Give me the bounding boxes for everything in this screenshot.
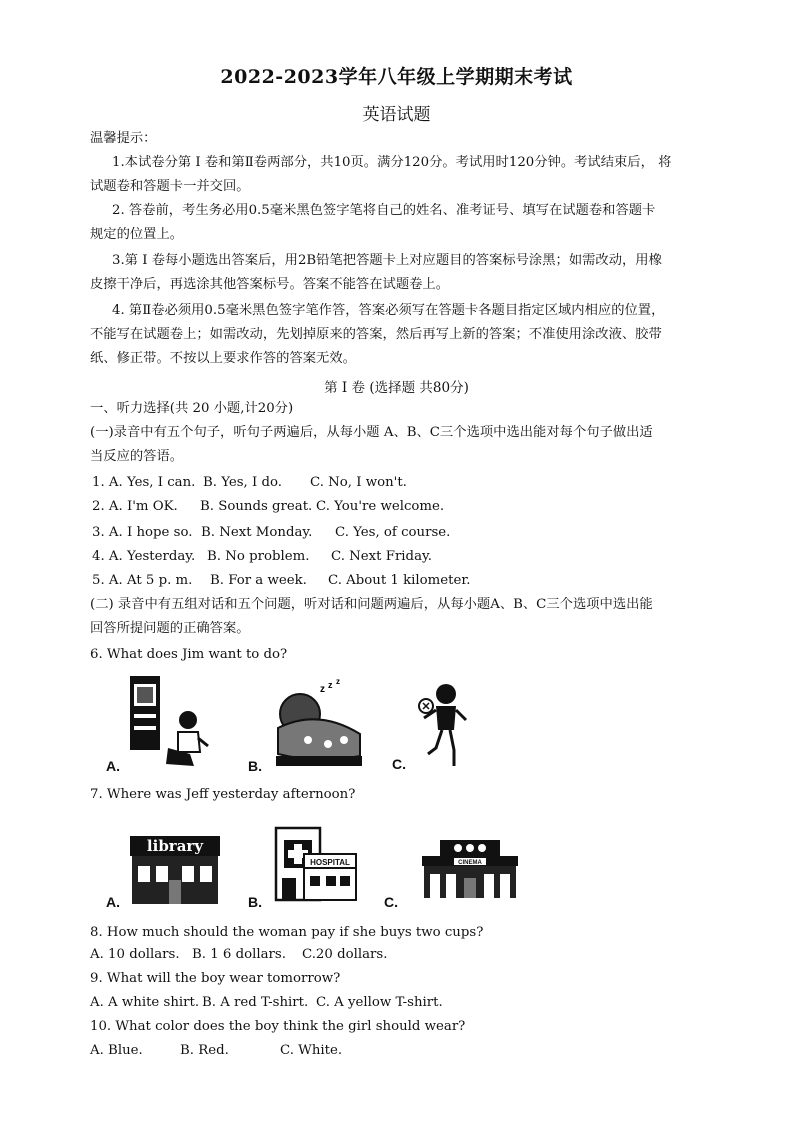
q7-question: 7. Where was Jeff yesterday afternoon? (90, 787, 356, 802)
listening-section-title: 一、听力选择(共 20 小题,计20分) (90, 401, 294, 416)
hospital-picture (274, 826, 358, 902)
q10-option-a: A. Blue. (90, 1043, 143, 1058)
q7-option-c-label: C. (384, 894, 398, 910)
part-1-heading: 第 I 卷 (选择题 共80分) (324, 380, 469, 396)
q1-option-a: 1. A. Yes, I can. (92, 475, 196, 490)
cinema-picture (420, 838, 520, 900)
q9-option-a: A. A white shirt. (90, 995, 200, 1010)
tip-3-line-1: 3.第 I 卷每小题选出答案后，用2B铅笔把答题卡上对应题目的答案标号涂黑；如需改动，用橡 (112, 253, 662, 268)
q2-option-a: 2. A. I'm OK. (92, 499, 178, 514)
q1-option-c: C. No, I won't. (310, 475, 407, 490)
q5-option-a: 5. A. At 5 p. m. (92, 573, 193, 588)
q8-option-a: A. 10 dollars. (90, 947, 180, 962)
library-picture (128, 834, 222, 906)
q6-option-a-label: A. (106, 758, 120, 774)
sub-section-2-line-1: (二) 录音中有五组对话和五个问题，听对话和问题两遍后，从每小题A、B、C三个选项中选出能 (90, 597, 653, 612)
tip-2-line-1: 2. 答卷前，考生务必用0.5毫米黑色签字笔将自己的姓名、准考证号、填写在试题卷和答题卡 (112, 203, 656, 218)
q4-option-a: 4. A. Yesterday. (92, 549, 196, 564)
svg-text:z: z (336, 678, 340, 686)
svg-text:z: z (320, 684, 325, 695)
q2-option-c: C. You're welcome. (316, 499, 445, 514)
tip-1-line-1: 1.本试卷分第 I 卷和第Ⅱ卷两部分，共10页。满分120分。考试用时120分钟。考试结束后， 将 (112, 155, 672, 170)
cinema-sign-text: CINEMA (458, 860, 482, 866)
tip-1-line-2: 试题卷和答题卡一并交回。 (90, 179, 250, 194)
watching-tv-picture (128, 674, 214, 770)
tip-4-line-3: 纸、修正带。不按以上要求作答的答案无效。 (90, 351, 356, 366)
q10-option-c: C. White. (280, 1043, 343, 1058)
sub-section-1-line-2: 当反应的答语。 (90, 449, 184, 464)
hospital-sign-text: HOSPITAL (310, 858, 350, 867)
q5-option-c: C. About 1 kilometer. (328, 573, 471, 588)
tip-3-line-2: 皮擦干净后，再选涂其他答案标号。答案不能答在试题卷上。 (90, 277, 450, 292)
q3-option-b: B. Next Monday. (201, 525, 313, 540)
q5-option-b: B. For a week. (210, 573, 307, 588)
q3-option-c: C. Yes, of course. (335, 525, 451, 540)
q8-option-b: B. 1 6 dollars. (192, 947, 286, 962)
q4-option-b: B. No problem. (207, 549, 310, 564)
exam-title: 2022-2023学年八年级上学期期末考试 (220, 66, 573, 88)
sleeping-picture (268, 678, 368, 770)
tip-2-line-2: 规定的位置上。 (90, 227, 184, 242)
q9-option-c: C. A yellow T-shirt. (316, 995, 443, 1010)
q7-option-a-label: A. (106, 894, 120, 910)
sub-section-2-line-2: 回答所提问题的正确答案。 (90, 621, 250, 636)
q9-question: 9. What will the boy wear tomorrow? (90, 971, 341, 986)
q3-option-a: 3. A. I hope so. (92, 525, 193, 540)
svg-text:z: z (328, 680, 333, 690)
playing-football-picture (414, 682, 474, 770)
q1-option-b: B. Yes, I do. (203, 475, 282, 490)
tip-4-line-1: 4. 第Ⅱ卷必须用0.5毫米黑色签字笔作答，答案必须写在答题卡各题目指定区域内相应的位置， (112, 303, 665, 318)
q8-question: 8. How much should the woman pay if she buys two cups? (90, 925, 484, 940)
q6-option-b-label: B. (248, 758, 262, 774)
q8-option-c: C.20 dollars. (302, 947, 388, 962)
q6-option-c-label: C. (392, 756, 406, 772)
q4-option-c: C. Next Friday. (331, 549, 432, 564)
q10-option-b: B. Red. (180, 1043, 229, 1058)
q7-option-b-label: B. (248, 894, 262, 910)
sub-section-1-line-1: (一)录音中有五个句子，听句子两遍后，从每小题 A、B、C三个选项中选出能对每个句子做出适 (90, 425, 653, 440)
tips-label: 温馨提示： (90, 131, 157, 146)
q2-option-b: B. Sounds great. (200, 499, 313, 514)
q9-option-b: B. A red T-shirt. (202, 995, 309, 1010)
tip-4-line-2: 不能写在试题卷上；如需改动，先划掉原来的答案，然后再写上新的答案；不准使用涂改液、胶带 (90, 327, 662, 342)
q10-question: 10. What color does the boy think the girl should wear? (90, 1019, 466, 1034)
library-sign-text: library (146, 837, 204, 855)
q6-question: 6. What does Jim want to do? (90, 647, 288, 662)
exam-subtitle: 英语试题 (362, 105, 431, 125)
